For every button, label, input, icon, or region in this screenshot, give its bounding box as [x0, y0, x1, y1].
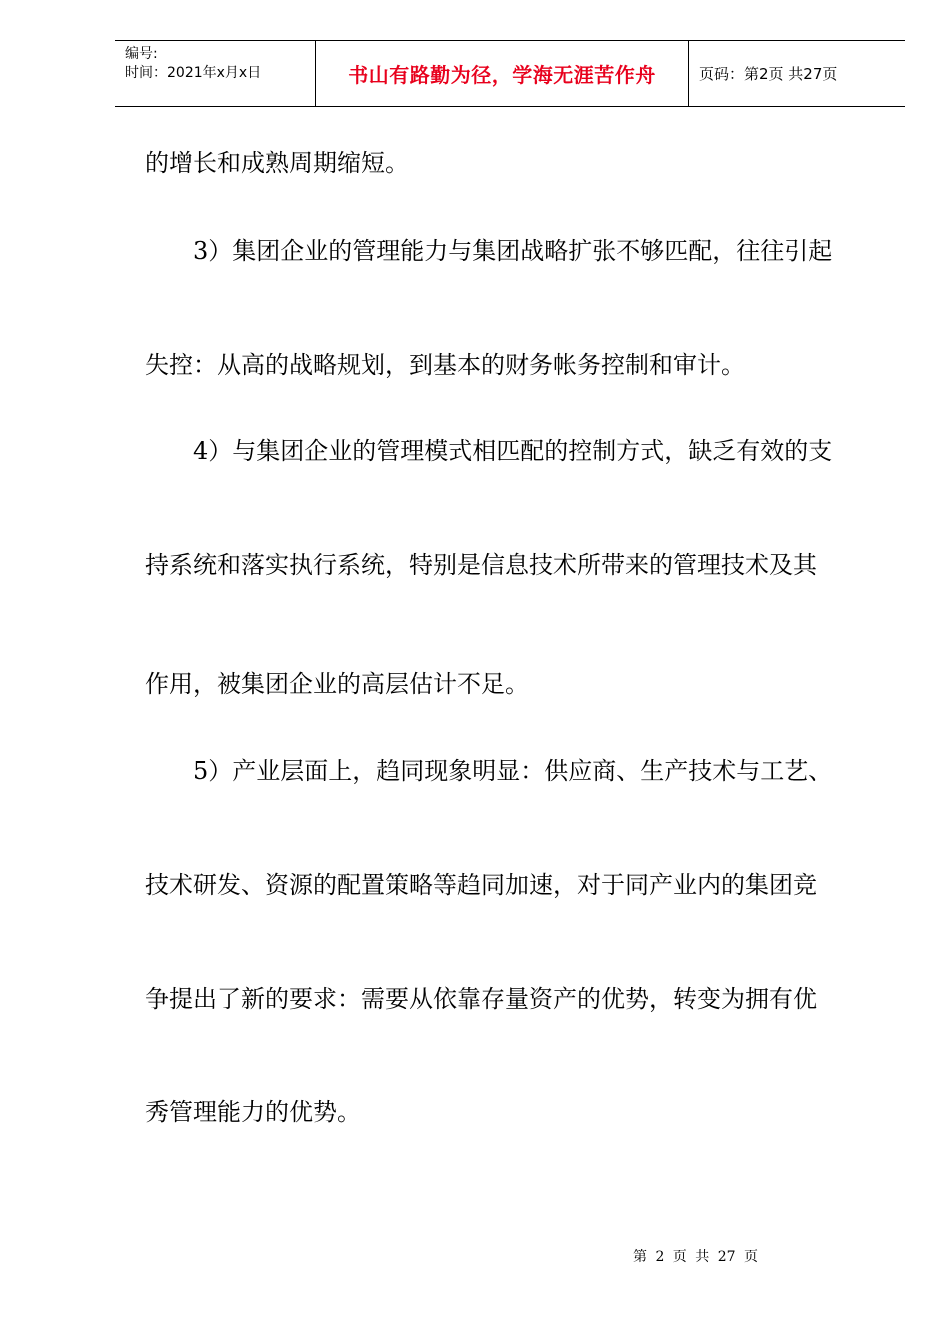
body-line-10: 秀管理能力的优势。 [145, 1098, 361, 1126]
body-line-9: 争提出了新的要求：需要从依靠存量资产的优势，转变为拥有优 [145, 985, 817, 1013]
body-line-4: 4）与集团企业的管理模式相匹配的控制方式，缺乏有效的支 [193, 437, 833, 465]
document-date: 时间：2021年x月x日 [125, 65, 262, 81]
header-motto: 书山有路勤为径，学海无涯苦作舟 [316, 41, 689, 106]
body-line-2: 3）集团企业的管理能力与集团战略扩张不够匹配，往往引起 [193, 237, 833, 265]
body-line-3: 失控：从高的战略规划，到基本的财务帐务控制和审计。 [145, 351, 745, 379]
body-line-5: 持系统和落实执行系统，特别是信息技术所带来的管理技术及其 [145, 551, 817, 579]
body-line-8: 技术研发、资源的配置策略等趋同加速，对于同产业内的集团竞 [145, 871, 817, 899]
page-header [115, 40, 905, 107]
header-page-info: 页码：第2页 共27页 [699, 65, 838, 83]
page-footer-number: 第 2 页 共 27 页 [633, 1249, 758, 1265]
body-line-6: 作用，被集团企业的高层估计不足。 [145, 670, 529, 698]
body-line-7: 5）产业层面上，趋同现象明显：供应商、生产技术与工艺、 [193, 757, 833, 785]
header-meta [115, 41, 316, 106]
body-line-1: 的增长和成熟周期缩短。 [145, 149, 409, 177]
document-number-label: 编号: [125, 46, 158, 62]
